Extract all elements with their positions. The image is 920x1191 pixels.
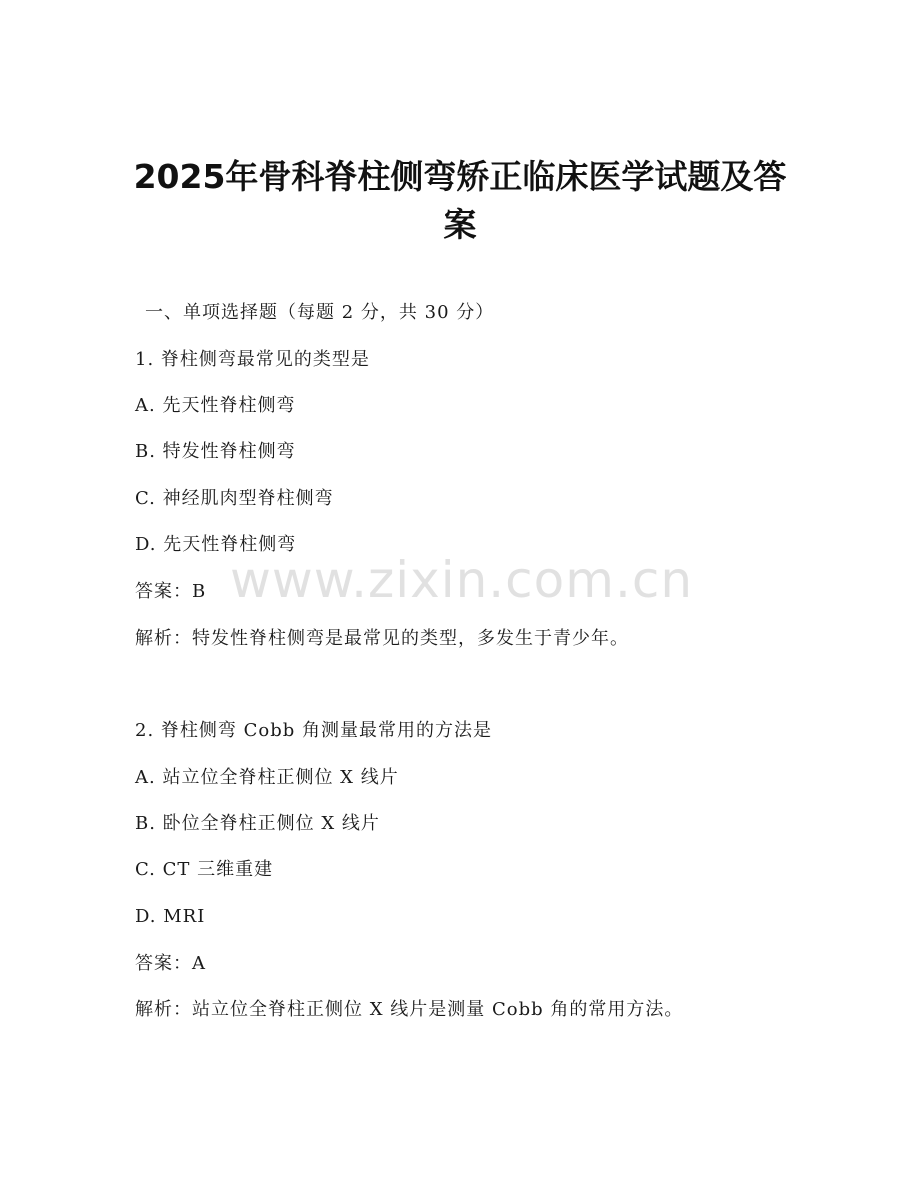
question-1-option-c: C. 神经肌肉型脊柱侧弯 (135, 488, 334, 509)
question-2-explanation: 解析：站立位全脊柱正侧位 X 线片是测量 Cobb 角的常用方法。 (135, 999, 684, 1020)
question-1-stem: 1. 脊柱侧弯最常见的类型是 (135, 349, 370, 370)
question-1-answer: 答案：B (135, 581, 207, 602)
question-1-explanation: 解析：特发性脊柱侧弯是最常见的类型，多发生于青少年。 (135, 628, 629, 649)
question-2-answer: 答案：A (135, 953, 206, 974)
question-2-option-c: C. CT 三维重建 (135, 859, 274, 880)
question-2-option-a: A. 站立位全脊柱正侧位 X 线片 (135, 767, 399, 788)
section-heading: 一、单项选择题（每题 2 分，共 30 分） (145, 302, 495, 323)
question-2-option-d: D. MRI (135, 906, 206, 927)
document-title-line-2: 案 (443, 205, 477, 244)
question-1-option-b: B. 特发性脊柱侧弯 (135, 441, 296, 462)
question-1-option-a: A. 先天性脊柱侧弯 (135, 395, 296, 416)
document-title-line-1: 2025年骨科脊柱侧弯矫正临床医学试题及答 (133, 157, 787, 196)
question-1-option-d: D. 先天性脊柱侧弯 (135, 534, 297, 555)
question-2-option-b: B. 卧位全脊柱正侧位 X 线片 (135, 813, 380, 834)
watermark-text: www.zixin.com.cn (230, 551, 694, 609)
question-2-stem: 2. 脊柱侧弯 Cobb 角测量最常用的方法是 (135, 720, 492, 741)
